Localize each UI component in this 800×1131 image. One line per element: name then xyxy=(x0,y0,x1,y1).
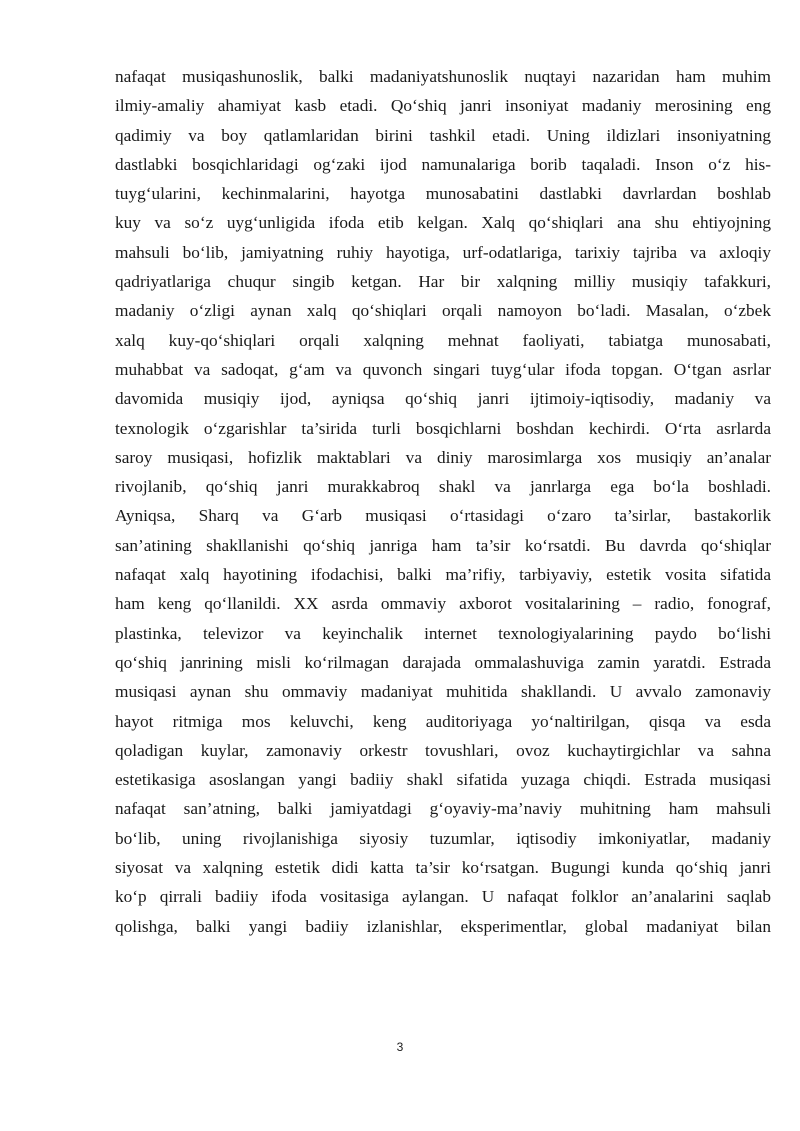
text-line: bo‘lib, uning rivojlanishiga siyosiy tuzumlar, iqtisodiy imkoniyatlar, madaniy xyxy=(115,828,771,848)
text-line: saroy musiqasi, hofizlik maktablari va diniy marosimlarga xos musiqiy an’analar xyxy=(115,447,771,467)
text-line: qoladigan kuylar, zamonaviy orkestr tovushlari, ovoz kuchaytirgichlar va sahna xyxy=(115,740,771,760)
text-line: plastinka, televizor va keyinchalik internet texnologiyalarining paydo bo‘lishi xyxy=(115,623,771,643)
page-number: 3 xyxy=(396,1040,404,1054)
text-line: rivojlanib, qo‘shiq janri murakkabroq shakl va janrlarga ega bo‘la boshladi. xyxy=(115,477,771,497)
text-line: musiqasi aynan shu ommaviy madaniyat muhitida shakllandi. U avvalo zamonaviy xyxy=(115,682,771,702)
text-line: mahsuli bo‘lib, jamiyatning ruhiy hayotiga, urf-odatlariga, tarixiy tajriba va axloqiy xyxy=(115,242,771,262)
text-line: nafaqat musiqashunoslik, balki madaniyatshunoslik nuqtayi nazaridan ham muhim xyxy=(115,67,771,86)
text-line: ham keng qo‘llanildi. XX asrda ommaviy axborot vositalarining – radio, fonograf, xyxy=(115,594,771,614)
text-line: qadriyatlariga chuqur singib ketgan. Har bir xalqning milliy musiqiy tafakkuri, xyxy=(115,272,771,292)
text-line: tuyg‘ularini, kechinmalarini, hayotga munosabatini dastlabki davrlardan boshlab xyxy=(115,184,771,204)
text-line: qadimiy va boy qatlamlaridan birini tashkil etadi. Uning ildizlari insoniyatning xyxy=(115,125,771,145)
text-line: qo‘shiq janrining misli ko‘rilmagan darajada ommalashuviga zamin yaratdi. Estrada xyxy=(115,652,771,672)
text-line: muhabbat va sadoqat, g‘am va quvonch singari tuyg‘ular ifoda topgan. O‘tgan asrlar xyxy=(115,359,771,379)
text-line: estetikasiga asoslangan yangi badiiy shakl sifatida yuzaga chiqdi. Estrada musiqasi xyxy=(115,770,771,790)
text-line: ko‘p qirrali badiiy ifoda vositasiga aylangan. U nafaqat folklor an’analarini saqlab xyxy=(115,887,771,907)
text-line: siyosat va xalqning estetik didi katta ta’sir ko‘rsatgan. Bugungi kunda qo‘shiq janri xyxy=(115,858,771,878)
text-line: Ayniqsa, Sharq va G‘arb musiqasi o‘rtasidagi o‘zaro ta’sirlar, bastakorlik xyxy=(115,506,771,526)
text-line: dastlabki bosqichlaridagi og‘zaki ijod namunalariga borib taqaladi. Inson o‘z his- xyxy=(115,154,771,174)
text-line: kuy va so‘z uyg‘unligida ifoda etib kelgan. Xalq qo‘shiqlari ana shu ehtiyojning xyxy=(115,213,771,233)
body-text xyxy=(115,62,771,941)
text-line: ilmiy-amaliy ahamiyat kasb etadi. Qo‘shiq janri insoniyat madaniy merosining eng xyxy=(115,96,771,116)
text-line: texnologik o‘zgarishlar ta’sirida turli bosqichlarni boshdan kechirdi. O‘rta asrlarda xyxy=(115,418,771,438)
text-line: xalq kuy-qo‘shiqlari orqali xalqning mehnat faoliyati, tabiatga munosabati, xyxy=(115,330,771,350)
text-line: san’atining shakllanishi qo‘shiq janriga ham ta’sir ko‘rsatdi. Bu davrda qo‘shiqlar xyxy=(115,535,771,555)
text-line: hayot ritmiga mos keluvchi, keng auditoriyaga yo‘naltirilgan, qisqa va esda xyxy=(115,711,771,731)
text-line: qolishga, balki yangi badiiy izlanishlar, eksperimentlar, global madaniyat bilan xyxy=(115,916,771,936)
text-line: nafaqat xalq hayotining ifodachisi, balki ma’rifiy, tarbiyaviy, estetik vosita sifatida xyxy=(115,565,771,585)
text-line: davomida musiqiy ijod, ayniqsa qo‘shiq janri ijtimoiy-iqtisodiy, madaniy va xyxy=(115,389,771,409)
text-line: nafaqat san’atning, balki jamiyatdagi g‘oyaviy-ma’naviy muhitning ham mahsuli xyxy=(115,799,771,819)
text-line: madaniy o‘zligi aynan xalq qo‘shiqlari orqali namoyon bo‘ladi. Masalan, o‘zbek xyxy=(115,301,771,321)
